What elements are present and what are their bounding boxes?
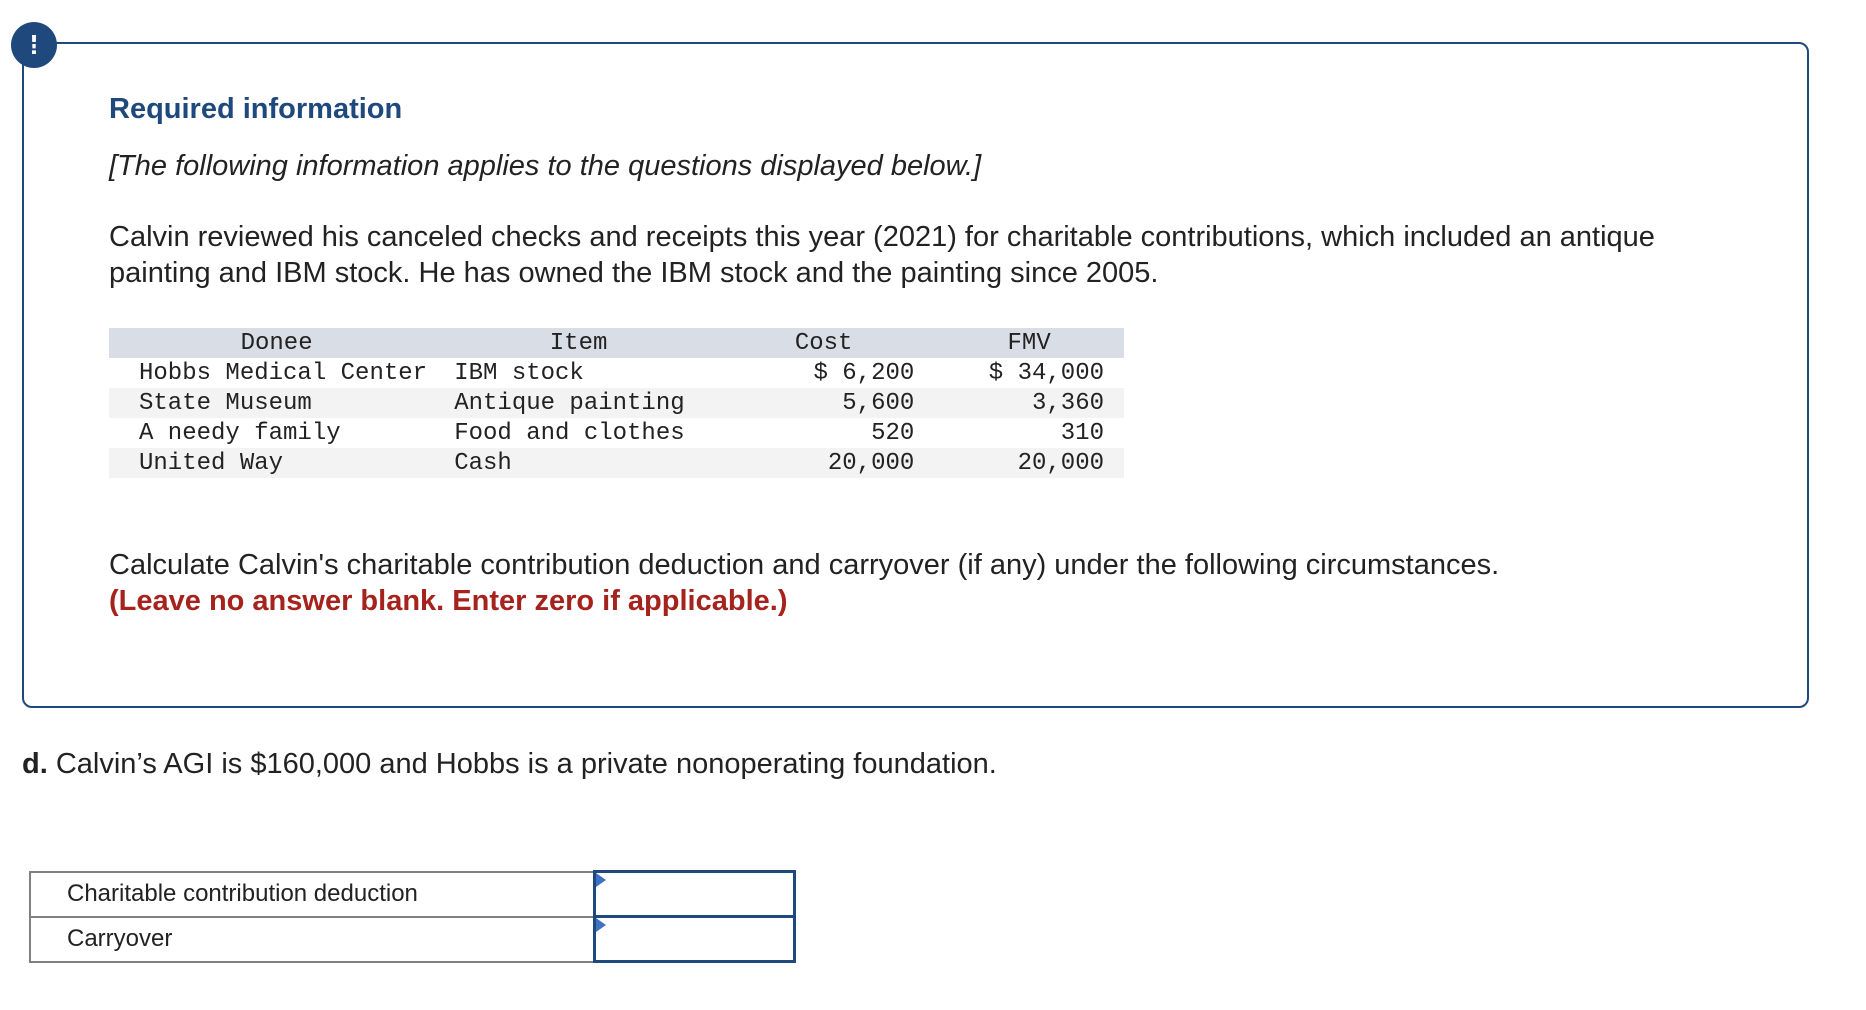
deduction-input[interactable] xyxy=(596,873,793,915)
answer-row xyxy=(30,917,794,962)
table-row xyxy=(109,388,1124,418)
question-prompt xyxy=(22,748,997,781)
column-header-donee: Donee xyxy=(109,328,444,358)
answer-row xyxy=(30,872,794,917)
cell-fmv: 20,000 xyxy=(934,448,1124,478)
cell-donee: Hobbs Medical Center xyxy=(139,359,428,387)
cell-cost: 20,000 xyxy=(713,448,934,478)
column-header-item: Item xyxy=(444,328,713,358)
alert-icon: ! xyxy=(11,22,57,68)
cell-fmv: 3,360 xyxy=(934,388,1124,418)
info-subtitle: [The following information applies to the questions displayed below.] xyxy=(109,150,982,182)
cell-item: IBM stock xyxy=(454,359,584,387)
info-title: Required information xyxy=(109,93,403,125)
cell-item: Antique painting xyxy=(444,388,713,418)
table-row xyxy=(109,418,1124,448)
column-header-fmv: FMV xyxy=(934,328,1124,358)
cell-cost: 5,600 xyxy=(713,388,934,418)
cell-cost: 520 xyxy=(871,419,915,447)
cell-donee: A needy family xyxy=(139,419,341,447)
table-row xyxy=(109,448,1124,478)
answer-cell-deduction xyxy=(594,872,794,917)
cell-fmv: $ 34,000 xyxy=(988,359,1104,387)
carryover-input[interactable] xyxy=(596,918,793,960)
answer-cell-carryover xyxy=(594,917,794,962)
warning-text: (Leave no answer blank. Enter zero if applicable.) xyxy=(109,585,788,617)
contributions-table xyxy=(109,328,1124,478)
cell-fmv: 310 xyxy=(1060,419,1104,447)
input-marker-icon xyxy=(596,918,606,932)
cell-item: Cash xyxy=(444,448,713,478)
cell-item: Food and clothes xyxy=(454,419,685,447)
answer-label-deduction: Charitable contribution deduction xyxy=(30,872,594,917)
cell-cost: $ 6,200 xyxy=(813,359,915,387)
cell-donee: United Way xyxy=(109,448,444,478)
column-header-cost: Cost xyxy=(713,328,934,358)
table-row xyxy=(109,358,1124,388)
answer-label-carryover: Carryover xyxy=(30,917,594,962)
scenario-text: Calvin reviewed his canceled checks and receipts this year (2021) for charitable contributions, which included an antique painting and IBM stock. He has owned the IBM stock and the painting since 2005. xyxy=(109,221,1655,289)
table-header-row xyxy=(109,328,1124,358)
question-text: Calvin’s AGI is $160,000 and Hobbs is a private nonoperating foundation. xyxy=(47,748,997,780)
question-part-label: d. xyxy=(22,748,48,780)
cell-donee: State Museum xyxy=(109,388,444,418)
instruction-text xyxy=(109,547,1789,619)
answer-table xyxy=(29,870,796,963)
input-marker-icon xyxy=(596,873,606,887)
instruction-main: Calculate Calvin's charitable contribution deduction and carryover (if any) under the following circumstances. xyxy=(109,549,1500,581)
